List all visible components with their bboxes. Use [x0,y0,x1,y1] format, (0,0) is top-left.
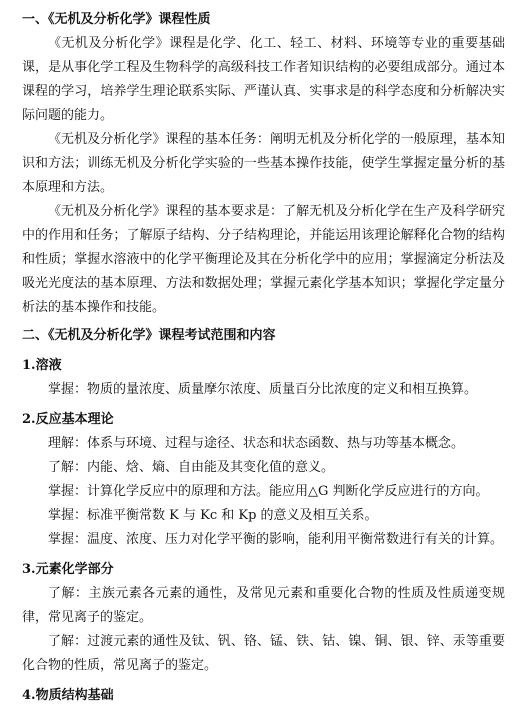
topic-4-title: 4.物质结构基础 [22,688,114,703]
topic-1-line-1: 掌握：物质的量浓度、质量摩尔浓度、质量百分比浓度的定义和相互换算。 [48,382,478,397]
section-1-paragraph-1: 《无机及分析化学》课程是化学、化工、轻工、材料、环境等专业的重要基础课，是从事化学工程及生物科学的高级科技工作者知识结构的必要组成部分。通过本课程的学习，培养学生理论联系实际、严谨认真、实事求是的科学态度和分析解决实际问题的能力。 [22,36,505,123]
topic-3-line-2: 了解：过渡元素的通性及钛、钒、铬、锰、铁、钴、镍、铜、银、锌、汞等重要化合物的性质，常见离子的鉴定。 [22,634,505,673]
section-1-paragraph-3: 《无机及分析化学》课程的基本要求是：了解无机及分析化学在生产及科学研究中的作用和任务；了解原子结构、分子结构理论，并能运用该理论解释化合物的结构和性质；掌握水溶液中的化学平衡理论及其在分析化学中的应用；掌握滴定分析法及吸光光度法的基本原理、方法和数据处理；掌握元素化学基本知识；掌握化学定量分析法的基本操作和技能。 [22,204,505,315]
section-2-heading: 二、《无机及分析化学》课程考试范围和内容 [22,328,276,343]
topic-2-line-2: 了解：内能、焓、熵、自由能及其变化值的意义。 [48,460,335,475]
topic-2-line-1: 理解：体系与环境、过程与途径、状态和状态函数、热与功等基本概念。 [48,436,465,451]
topic-2-line-5: 掌握：温度、浓度、压力对化学平衡的影响，能利用平衡常数进行有关的计算。 [48,532,504,547]
topic-1-title: 1.溶液 [22,358,62,373]
topic-3-title: 3.元素化学部分 [22,562,114,577]
section-1-heading: 一、《无机及分析化学》课程性质 [22,12,211,27]
topic-2-title: 2.反应基本理论 [22,412,114,427]
topic-3-line-1: 了解：主族元素各元素的通性，及常见元素和重要化合物的性质及性质递变规律，常见离子的鉴定。 [22,586,505,625]
section-1-paragraph-2: 《无机及分析化学》课程的基本任务：阐明无机及分析化学的一般原理，基本知识和方法；训练无机及分析化学实验的一些基本操作技能，使学生掌握定量分析的基本原理和方法。 [22,132,505,195]
topic-2-line-4: 掌握：标准平衡常数 K 与 Kc 和 Kp 的意义及相互关系。 [48,508,378,523]
topic-2-line-3: 掌握：计算化学反应中的原理和方法。能应用△G 判断化学反应进行的方向。 [48,484,489,499]
